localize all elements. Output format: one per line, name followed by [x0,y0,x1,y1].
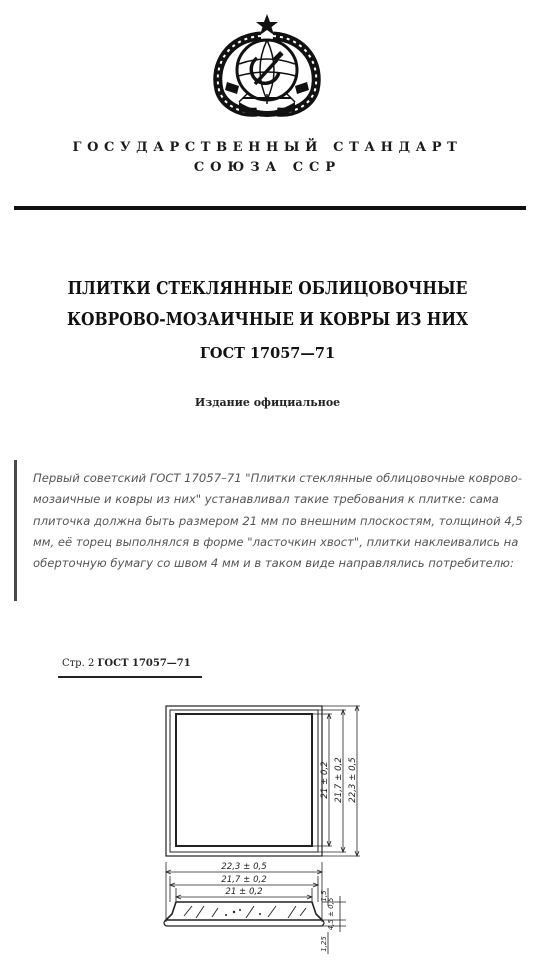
document-title-line1: ПЛИТКИ СТЕКЛЯННЫЕ ОБЛИЦОВОЧНЫЕ [67,278,468,299]
gost-number: ГОСТ 17057—71 [199,345,336,362]
org-name-line2: СОЮЗА ССР [193,160,342,175]
page-reference-gost: ГОСТ 17057—71 [97,658,191,669]
org-name-line1: ГОСУДАРСТВЕННЫЙ СТАНДАРТ [72,140,463,155]
dim-thickness: 4,5 ± 0,5 [327,897,335,931]
dim-groove: 1,25 [320,936,328,952]
document-title-line2: КОВРОВО-МОЗАИЧНЫЕ И КОВРЫ ИЗ НИХ [66,309,469,330]
dim-inner-width: 21 ± 0,2 [225,887,263,897]
dim-outer-width: 22,3 ± 0,5 [221,862,267,872]
dim-outer-height: 22,3 ± 0,5 [348,757,358,803]
tile-technical-drawing [150,692,375,963]
dim-inner-height: 21 ± 0,2 [320,761,330,799]
dim-middle-height: 21,7 ± 0,2 [334,757,344,803]
blockquote-bar [14,460,17,601]
edition-label: Издание официальное [194,396,341,409]
page-reference [62,658,191,669]
header-divider [14,206,526,210]
page-reference-prefix: Стр. 2 [62,658,95,669]
dim-small: 1,5 [320,890,328,902]
page-reference-underline [58,676,202,678]
state-emblem-icon [209,12,325,120]
blockquote-text: Первый советский ГОСТ 17057–71 "Плитки стеклянные облицовочные коврово-мозаичные и ковры из них" устанавливал такие требования к плитке: сама плиточка должна быть размером 21 мм по внешним плоскостям, толщиной 4,5 мм, её торец выполнялся в форме "ласточкин хвост", плитки наклеивались на оберточную бумагу со швом 4 мм и в таком виде направлялись потребителю: [33,471,523,571]
dim-middle-width: 21,7 ± 0,2 [221,875,267,885]
